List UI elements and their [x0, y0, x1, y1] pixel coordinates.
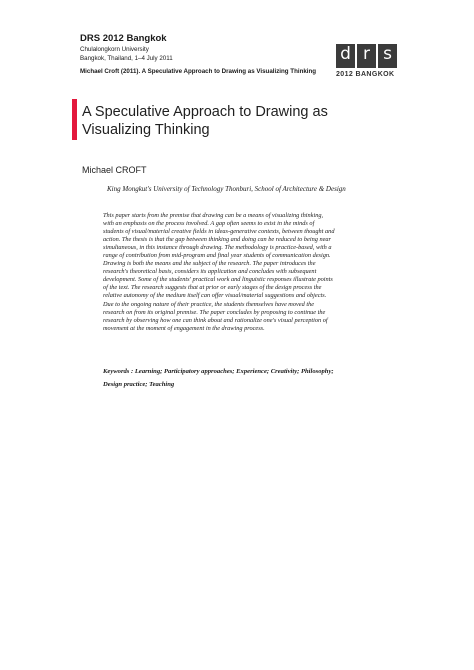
- keywords: [103, 365, 403, 391]
- keywords-line-2: Design practice; Teaching: [103, 381, 175, 388]
- affiliation-location-date: Bangkok, Thailand, 1–4 July 2011: [80, 55, 173, 62]
- drs-logo-letters: [336, 44, 398, 68]
- author-name: Michael CROFT: [82, 165, 147, 175]
- logo-caption: 2012 BANGKOK: [336, 71, 395, 78]
- abstract-line: development. Some of the students' practical work and linguistic responses illustrate points: [103, 276, 333, 284]
- abstract-line: of the text. The research suggests that at prior or early stages of the design process the: [103, 284, 322, 292]
- abstract-line: This paper starts from the premise that drawing can be a means of visualizing thinking,: [103, 212, 324, 219]
- abstract-line: students of visual/material creative fields in ideas-generative contexts, between thought and: [103, 228, 335, 236]
- title-accent-bar: [72, 99, 77, 140]
- logo-letter-r: r: [357, 44, 376, 68]
- drs-logo: [336, 44, 398, 78]
- author-institution: King Mongkut's University of Technology Thonburi, School of Architecture & Design: [107, 185, 346, 193]
- abstract-line: research by observing how one can think about and rationalize one's visual perception of: [103, 316, 328, 324]
- logo-letter-s: s: [378, 44, 397, 68]
- title-line-1: A Speculative Approach to Drawing as: [82, 104, 328, 120]
- abstract-line: Due to the ongoing nature of their practice, the students themselves have moved the: [103, 300, 315, 308]
- abstract-line: movement at the moment of engagement in the drawing process.: [103, 324, 265, 332]
- citation-line: Michael Croft (2011). A Speculative Approach to Drawing as Visualizing Thinking: [80, 68, 317, 75]
- logo-letter-d: d: [336, 44, 355, 68]
- abstract-line: simultaneous, in this instance through drawing. The methodology is practice-based, with a: [103, 244, 332, 252]
- title-line-2: Visualizing Thinking: [82, 122, 210, 138]
- abstract-line: action. The thesis is that the gap between thinking and doing can be reduced to being near: [103, 236, 331, 244]
- keywords-line-1: Keywords : Learning; Participatory approaches; Experience; Creativity; Philosophy;: [103, 368, 334, 375]
- abstract-line: with an emphasis on the process involved. A gap often seems to exist in the minds of: [103, 220, 315, 228]
- abstract-line: Drawing is both the means and the subject of the research. The paper introduces the: [103, 260, 316, 268]
- abstract: [103, 212, 403, 333]
- abstract-line: research on from its original premise. The paper concludes by proposing to continue the: [103, 308, 326, 316]
- abstract-line: range of contribution from mid-program and final year students of communication design.: [103, 252, 331, 260]
- affiliation-university: Chulalongkorn University: [80, 46, 149, 53]
- paper-title: [82, 103, 382, 139]
- conference-name: DRS 2012 Bangkok: [80, 33, 167, 44]
- paper-header: [80, 33, 340, 76]
- abstract-line: relative autonomy of the medium itself can offer visual/material suggestions and objects.: [103, 292, 327, 300]
- abstract-line: research's theoretical basis, considers its application and concludes with subsequent: [103, 268, 317, 276]
